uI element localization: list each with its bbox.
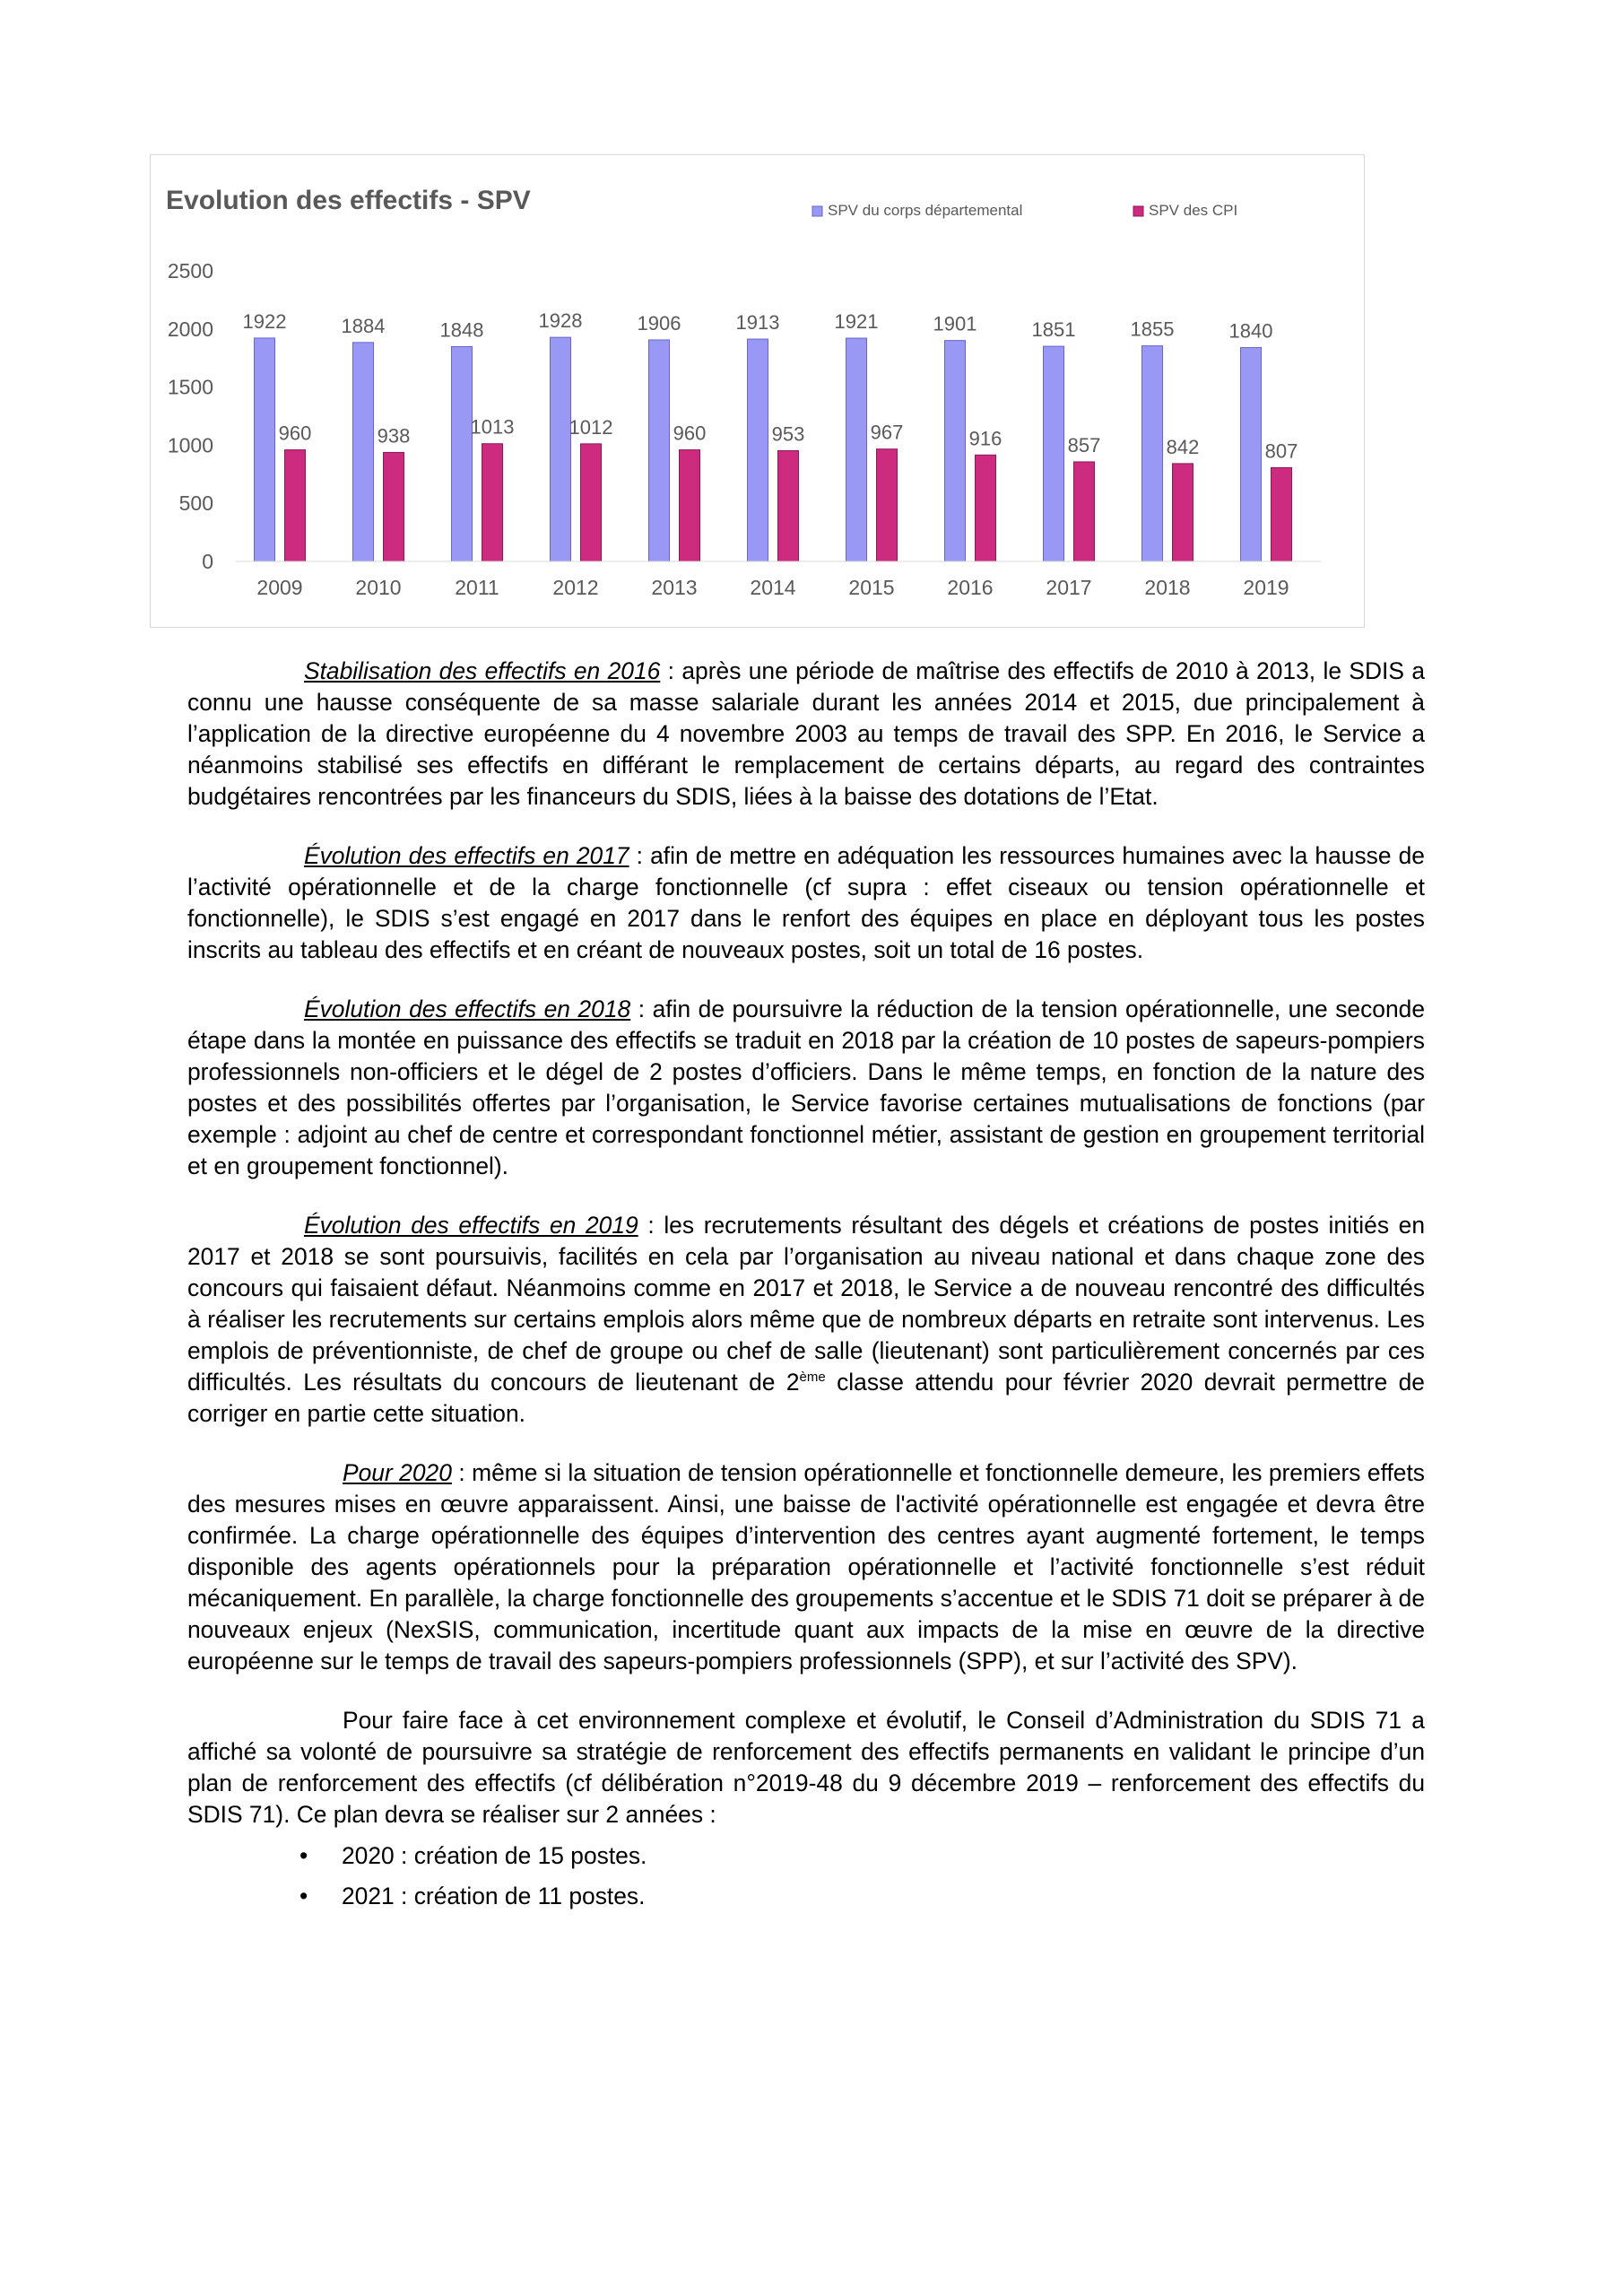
bar-corps-departemental [649, 340, 670, 561]
list-item [187, 1881, 1425, 1912]
paragraph-2020 [187, 1457, 1425, 1677]
heading-separator: : [629, 842, 651, 869]
x-tick-label: 2013 [651, 576, 698, 599]
x-tick-label: 2009 [256, 576, 303, 599]
data-label-cpi: 807 [1264, 439, 1298, 463]
paragraph-text: classe attendu pour février 2020 devrait permettre de corriger en partie cette situation. [187, 1369, 1425, 1427]
y-tick-label: 1500 [167, 375, 213, 399]
paragraph-heading: Évolution des effectifs en 2018 [304, 996, 631, 1022]
data-label-cpi: 842 [1166, 435, 1200, 458]
bar-cpi [877, 449, 898, 561]
data-label-corps: 1848 [439, 318, 484, 342]
bar-corps-departemental [353, 343, 374, 561]
paragraph-text: afin de mettre en adéquation les ressources humaines avec la hausse de l’activité opérationnelle et de la charge fonctionnelle (cf supra : effet ciseaux ou tension opérationnelle et fonctionnelle), le SDIS s’est engagé en 2017 dans le renfort des équipes en place en déployant tous les postes inscrits au tableau des effectifs et en créant de nouveaux postes, soit un total de 16 postes. [187, 842, 1425, 963]
bar-corps-departemental [255, 338, 275, 561]
chart-title: Evolution des effectifs - SPV [166, 186, 531, 215]
y-tick-label: 2000 [167, 317, 213, 341]
paragraph-text: afin de poursuivre la réduction de la tension opérationnelle, une seconde étape dans la montée en puissance des effectifs se traduit en 2018 par la création de 10 postes de sapeurs-pompiers professionnels non-officiers et le dégel de 2 postes d’officiers. Dans le même temps, en fonction de la nature des postes et des possibilités offertes par l’organisation, le Service favorise certaines mutualisations de fonctions (par exemple : adjoint au chef de centre et correspondant fonctionnel métier, assistant de gestion en groupement territorial et en groupement fonctionnel). [187, 996, 1426, 1179]
chart-legend [812, 202, 1237, 219]
bar-chart [151, 155, 1364, 627]
paragraph-heading: Évolution des effectifs en 2019 [304, 1212, 638, 1239]
y-axis [168, 259, 213, 573]
data-label-cpi: 1012 [568, 415, 613, 439]
legend-label-cpi: SPV des CPI [1149, 202, 1238, 219]
x-tick-label: 2010 [355, 576, 402, 599]
bar-corps-departemental [945, 341, 966, 561]
paragraph-text: Pour faire face à cet environnement complexe et évolutif, le Conseil d’Administration du SDIS 71 a affiché sa volonté de poursuivre sa stratégie de renforcement des effectifs permanents en validant le principe d’un plan de renforcement des effectifs (cf délibération n°2019-48 du 9 décembre 2019 – renforcement des effectifs du SDIS 71). Ce plan devra se réaliser sur 2 années : [187, 1707, 1425, 1828]
bar-corps-departemental [1241, 348, 1262, 561]
data-label-cpi: 916 [968, 427, 1002, 450]
x-tick-label: 2017 [1046, 576, 1092, 599]
chart-figure [150, 154, 1365, 628]
bar-corps-departemental [748, 339, 768, 561]
bar-corps-departemental [551, 337, 571, 561]
heading-separator: : [660, 657, 682, 684]
bar-cpi [976, 455, 996, 561]
ordinal-superscript: ème [799, 1370, 826, 1386]
paragraph-heading: Évolution des effectifs en 2017 [304, 842, 629, 869]
data-label-corps: 1928 [538, 309, 583, 333]
data-label-corps: 1922 [242, 309, 287, 333]
paragraph-heading: Stabilisation des effectifs en 2016 [304, 657, 661, 684]
bar-corps-departemental [846, 338, 867, 561]
list-item-text: 2021 : création de 11 postes. [342, 1883, 646, 1909]
bar-cpi [285, 450, 306, 561]
bars-group [243, 309, 1298, 561]
paragraph-text: même si la situation de tension opérationnelle et fonctionnelle demeure, les premiers effets des mesures mises en œuvre apparaissent. Ainsi, une baisse de l'activité opérationnelle est engagée et devra être confirmée. La charge opérationnelle des équipes d’intervention des centres ayant augmenté fortement, le temps disponible des agents opérationnels pour la préparation opérationnelle et l’activité fonctionnelle s’est réduit mécaniquement. En parallèle, la charge fonctionnelle des groupements s’accentue et le SDIS 71 doit se préparer à de nouveaux enjeux (NexSIS, communication, incertitude quant aux impacts de la mise en œuvre de la directive européenne sur le temps de travail des sapeurs-pompiers professionnels (SPP), et sur l’activité des SPV). [187, 1459, 1426, 1674]
x-tick-label: 2011 [455, 576, 499, 599]
paragraph-2016 [187, 656, 1425, 813]
data-label-corps: 1906 [637, 311, 681, 335]
bar-cpi [482, 444, 503, 561]
bar-corps-departemental [452, 346, 473, 561]
x-tick-label: 2016 [947, 576, 994, 599]
x-axis [236, 561, 1321, 599]
bar-cpi [680, 450, 700, 561]
data-label-cpi: 960 [278, 422, 312, 445]
list-item-text: 2020 : création de 15 postes. [342, 1842, 647, 1869]
paragraph-2017 [187, 840, 1425, 966]
document-body [187, 656, 1425, 1921]
bar-cpi [1074, 462, 1095, 561]
heading-separator: : [638, 1212, 664, 1239]
bar-cpi [384, 452, 404, 561]
paragraph-text: les recrutements résultant des dégels et créations de postes initiés en 2017 et 2018 se sont poursuivis, facilités en cela par l’organisation au niveau national et dans chaque zone des concours qui faisaient défaut. Néanmoins comme en 2017 et 2018, le Service a de nouveau rencontré des difficultés à réaliser les recrutements sur certains emplois alors même que de nombreux départs en retraite sont intervenus. Les emplois de préventionniste, de chef de groupe ou chef de salle (lieutenant) sont particulièrement concernés par ces difficultés. Les résultats du concours de lieutenant de 2 [187, 1212, 1426, 1396]
y-tick-label: 500 [178, 491, 213, 516]
paragraph-heading: Pour 2020 [343, 1459, 452, 1486]
data-label-cpi: 938 [377, 424, 411, 448]
paragraph-2019 [187, 1210, 1425, 1430]
bar-corps-departemental [1142, 346, 1163, 561]
legend-swatch-corps [812, 206, 822, 216]
x-tick-label: 2012 [552, 576, 599, 599]
bar-cpi [1271, 467, 1292, 561]
heading-separator: : [630, 996, 653, 1022]
y-tick-label: 1000 [167, 433, 213, 457]
data-label-corps: 1913 [735, 311, 780, 335]
bar-cpi [1173, 464, 1193, 561]
data-label-corps: 1901 [933, 312, 977, 335]
bullet-icon: • [299, 1883, 308, 1909]
paragraph-text: après une période de maîtrise des effectifs de 2010 à 2013, le SDIS a connu une hausse conséquente de sa masse salariale durant les années 2014 et 2015, due principalement à l’application de la directive européenne du 4 novembre 2003 au temps de travail des SPP. En 2016, le Service a néanmoins stabilisé ses effectifs en différant le remplacement de certains départs, au regard des contraintes budgétaires rencontrées par les financeurs du SDIS, liées à la baisse des dotations de l’Etat. [187, 657, 1425, 810]
paragraph-2018 [187, 994, 1425, 1182]
data-label-cpi: 857 [1067, 433, 1101, 457]
y-tick-label: 2500 [167, 259, 213, 283]
data-label-corps: 1884 [341, 314, 386, 337]
data-label-cpi: 967 [870, 421, 904, 444]
data-label-cpi: 960 [673, 422, 707, 445]
list-item [187, 1840, 1425, 1872]
bullet-icon: • [299, 1842, 308, 1869]
data-label-corps: 1840 [1228, 319, 1273, 343]
data-label-cpi: 1013 [470, 415, 515, 439]
x-tick-label: 2018 [1144, 576, 1191, 599]
bar-cpi [581, 444, 602, 561]
y-tick-label: 0 [202, 550, 213, 573]
x-tick-label: 2019 [1243, 576, 1289, 599]
legend-swatch-cpi [1133, 206, 1143, 216]
bullet-list [187, 1840, 1425, 1912]
heading-separator: : [451, 1459, 473, 1486]
bar-cpi [778, 450, 799, 561]
legend-label-corps: SPV du corps départemental [828, 202, 1023, 219]
data-label-corps: 1921 [834, 310, 879, 334]
data-label-cpi: 953 [771, 422, 805, 446]
data-label-corps: 1855 [1130, 317, 1175, 341]
x-tick-label: 2015 [848, 576, 895, 599]
data-label-corps: 1851 [1031, 318, 1076, 342]
bar-corps-departemental [1044, 346, 1064, 561]
paragraph-plan [187, 1705, 1425, 1831]
x-tick-label: 2014 [750, 576, 796, 599]
